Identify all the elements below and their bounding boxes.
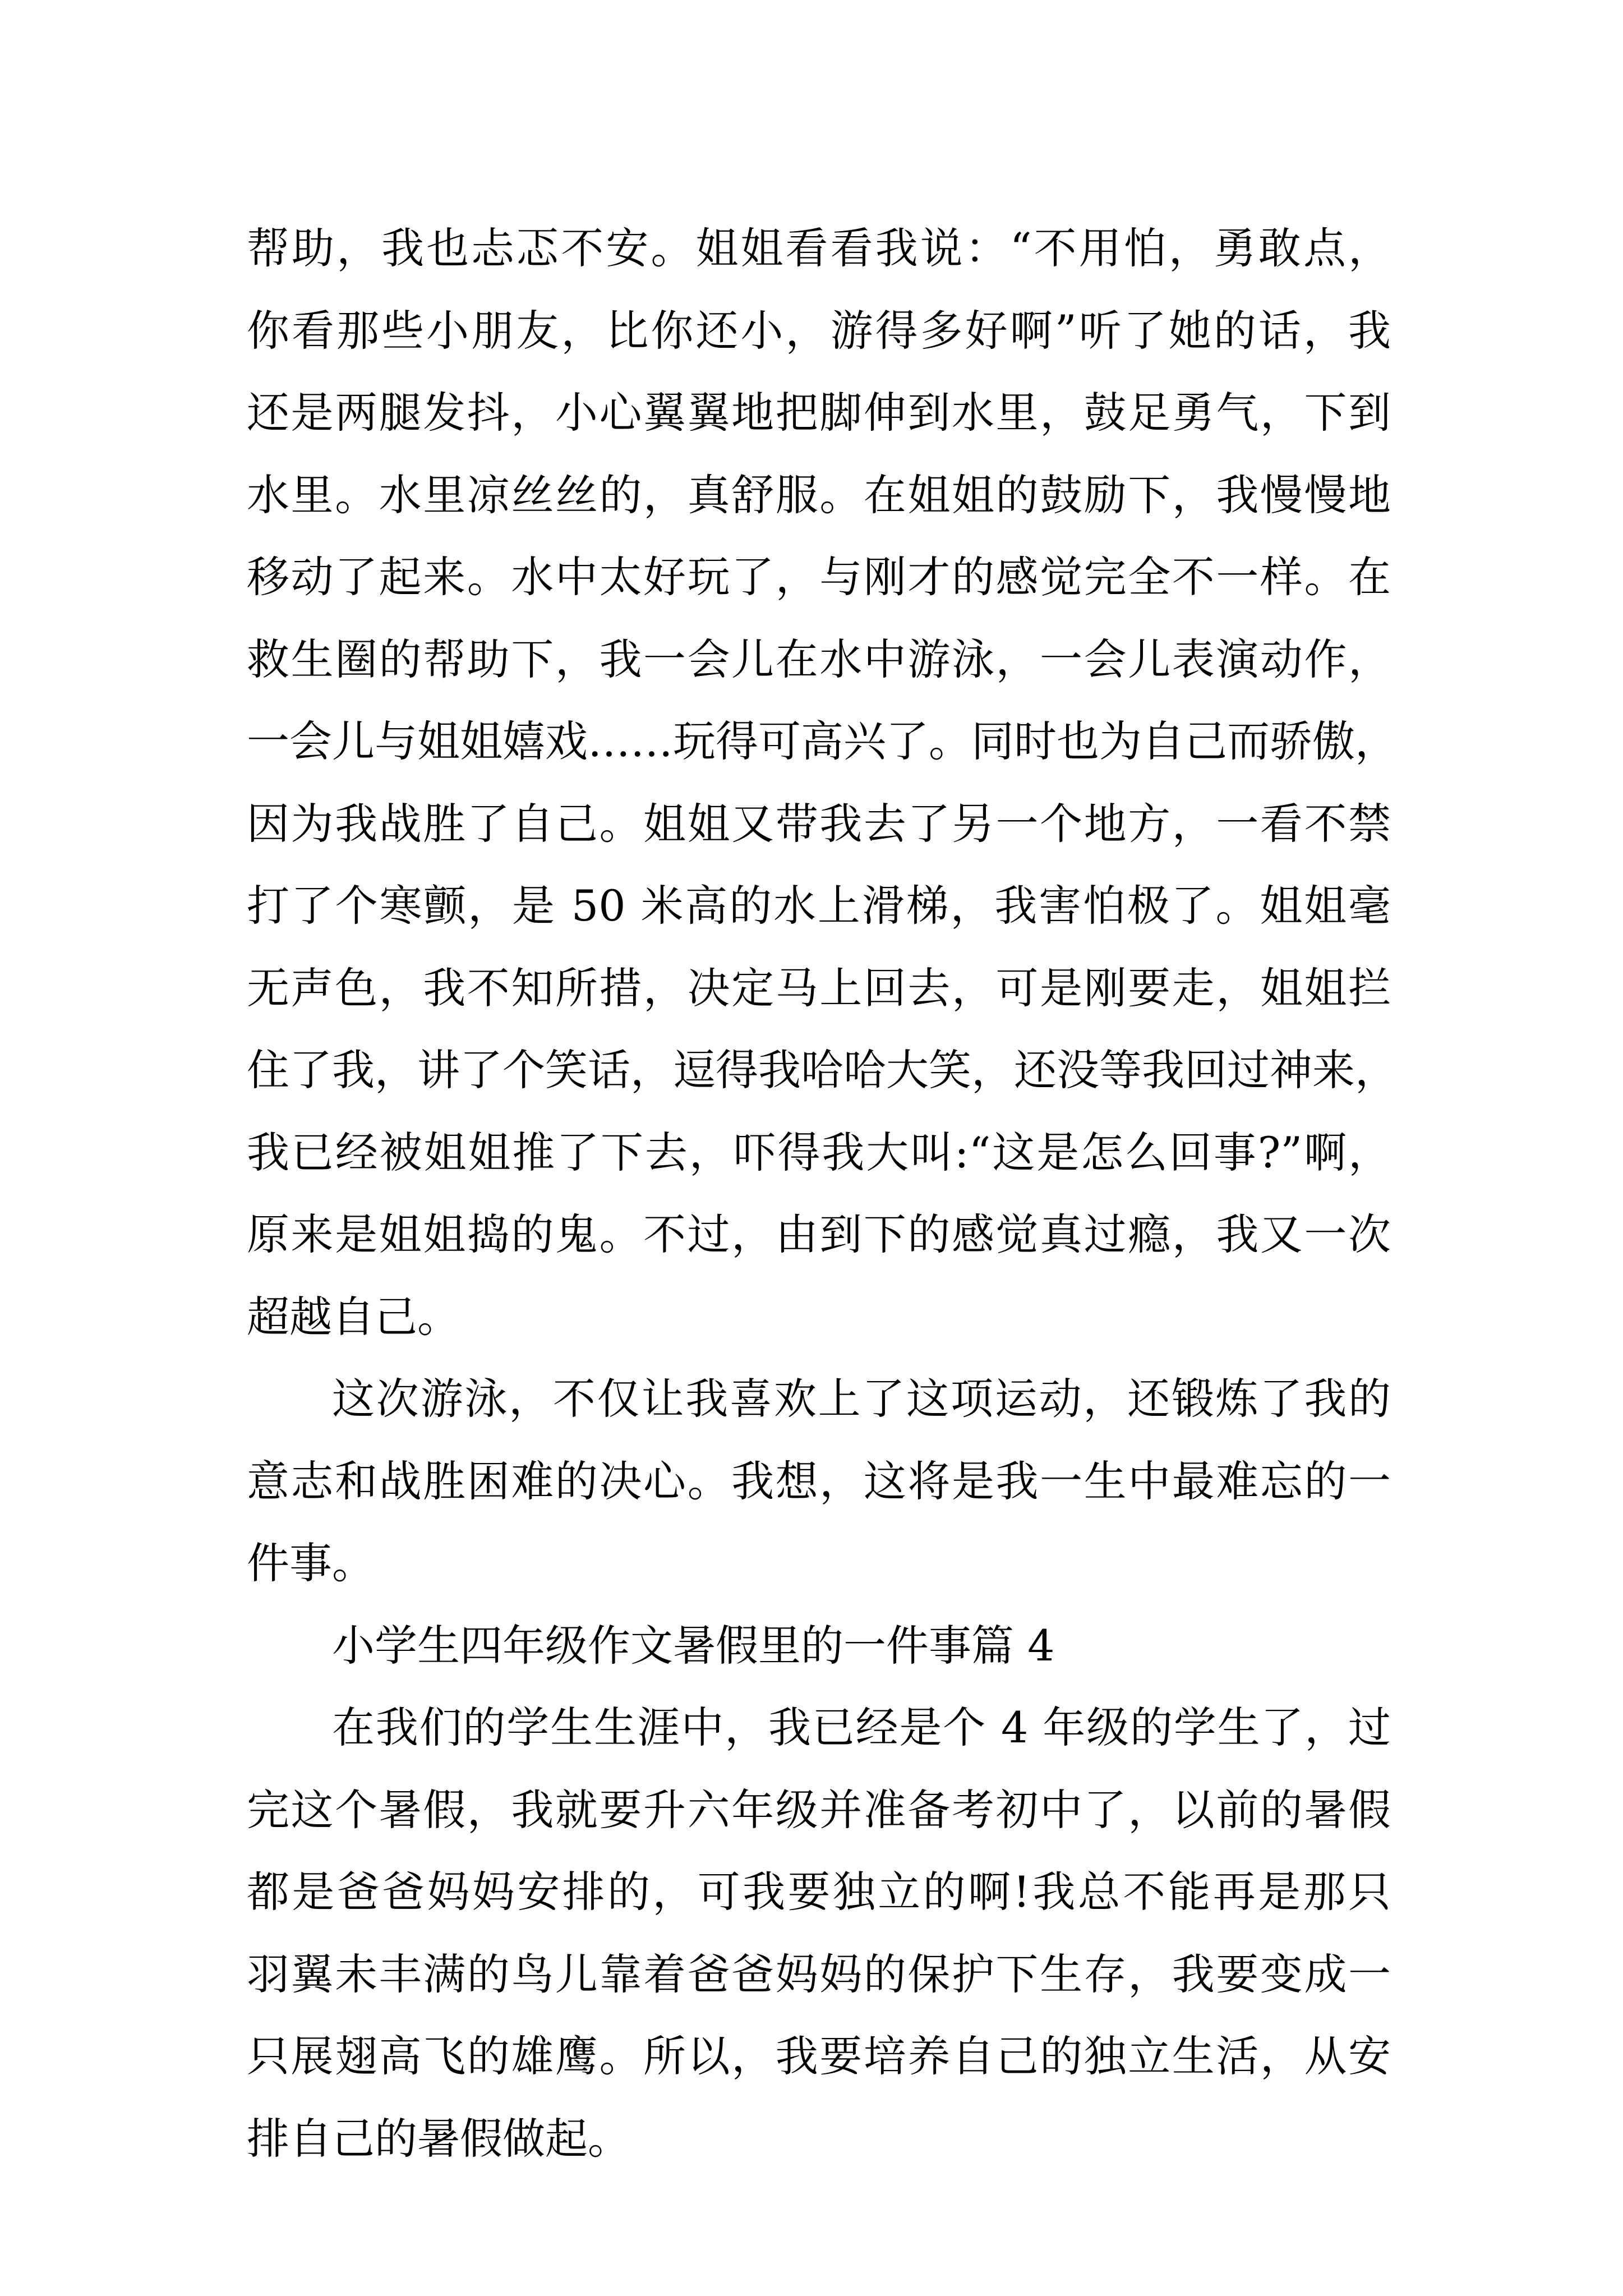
text-line: 在我们的学生生涯中，我已经是个 4 年级的学生了，过	[332, 1703, 1391, 1752]
text-line: 移动了起来。水中太好玩了，与刚才的感觉完全不一样。在	[247, 552, 1391, 602]
text-line: 无声色，我不知所措，决定马上回去，可是刚要走，姐姐拦	[247, 963, 1391, 1013]
text-line: 水里。水里凉丝丝的，真舒服。在姐姐的鼓励下，我慢慢地	[247, 470, 1391, 520]
text-line: 超越自己。	[247, 1291, 460, 1342]
text-line: 都是爸爸妈妈安排的，可我要独立的啊!我总不能再是那只	[247, 1867, 1391, 1917]
text-line: 你看那些小朋友，比你还小，游得多好啊”听了她的话，我	[247, 305, 1391, 356]
text-line: 因为我战胜了自己。姐姐又带我去了另一个地方，一看不禁	[247, 798, 1391, 849]
text-line: 一会儿与姐姐嬉戏……玩得可高兴了。同时也为自己而骄傲，	[247, 716, 1398, 766]
text-line: 只展翅高飞的雄鹰。所以，我要培养自己的独立生活，从安	[247, 2031, 1391, 2081]
text-line: 羽翼未丰满的鸟儿靠着爸爸妈妈的保护下生存，我要变成一	[247, 1949, 1391, 1999]
text-line: 帮助，我也忐忑不安。姐姐看看我说：“不用怕，勇敢点，	[247, 223, 1391, 273]
text-line: 排自己的暑假做起。	[247, 2113, 630, 2164]
text-line: 件事。	[247, 1538, 375, 1588]
document-body	[247, 208, 1398, 2180]
text-line: 完这个暑假，我就要升六年级并准备考初中了，以前的暑假	[247, 1784, 1391, 1835]
text-line: 原来是姐姐捣的鬼。不过，由到下的感觉真过瘾，我又一次	[247, 1209, 1391, 1259]
text-line: 我已经被姐姐推了下去，吓得我大叫:“这是怎么回事?”啊，	[247, 1127, 1391, 1177]
section-heading: 小学生四年级作文暑假里的一件事篇 4	[332, 1620, 1055, 1671]
text-line: 这次游泳，不仅让我喜欢上了这项运动，还锻炼了我的	[332, 1374, 1391, 1424]
paragraph	[247, 1358, 1391, 1605]
text-line: 意志和战胜困难的决心。我想，这将是我一生中最难忘的一	[247, 1456, 1391, 1506]
text-line: 还是两腿发抖，小心翼翼地把脚伸到水里，鼓足勇气，下到	[247, 388, 1391, 438]
paragraph	[247, 208, 1398, 1358]
paragraph	[247, 1687, 1391, 2180]
text-line: 住了我，讲了个笑话，逗得我哈哈大笑，还没等我回过神来，	[247, 1045, 1398, 1095]
text-line: 打了个寒颤，是 50 米高的水上滑梯，我害怕极了。姐姐毫	[247, 881, 1391, 931]
text-line: 救生圈的帮助下，我一会儿在水中游泳，一会儿表演动作，	[247, 634, 1391, 684]
